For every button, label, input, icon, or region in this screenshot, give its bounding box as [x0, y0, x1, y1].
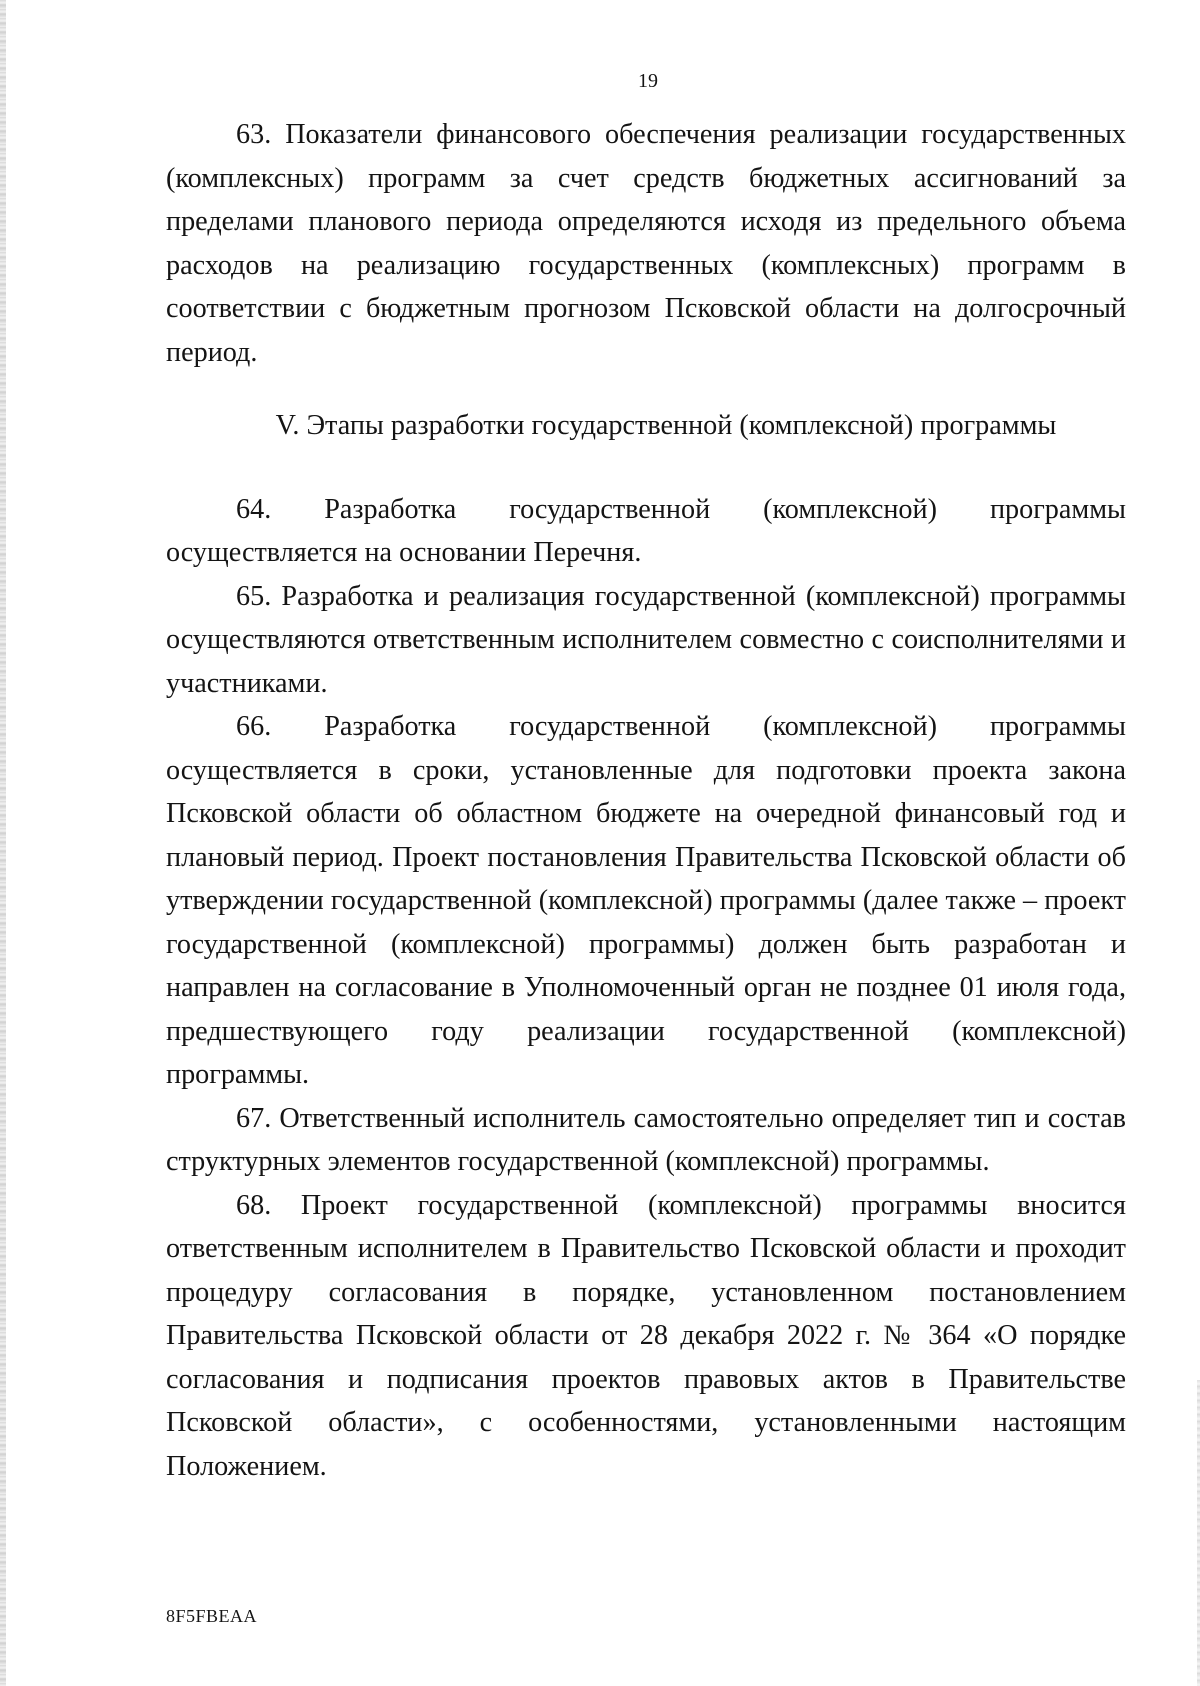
paragraph-63: 63. Показатели финансового обеспечения реализации государственных (комплексных) программ за счет средств бюджетных ассигнований за пределами планового периода определяются исходя из предельного объема расходов на реализацию государственных (комплексных) программ в соответствии с бюджетным прогнозом Псковской области на долгосрочный период. [166, 119, 1126, 368]
scan-edge-left [0, 0, 6, 1686]
document-body [166, 113, 1126, 1488]
paragraph-66: 66. Разработка государственной (комплексной) программы осуществляется в сроки, установленные для подготовки проекта закона Псковской области об областном бюджете на очередной финансовый год и плановый период. Проект постановления Правительства Псковской области об утверждении государственной (комплексной) программы (далее также – проект государственной (комплексной) программы) должен быть разработан и направлен на согласование в Уполномоченный орган не позднее 01 июля года, предшествующего году реализации государственной (комплексной) программы. [166, 711, 1126, 1090]
paragraph-64: 64. Разработка государственной (комплексной) программы осуществляется на основании Перечня. [166, 493, 1126, 568]
paragraph-67: 67. Ответственный исполнитель самостоятельно определяет тип и состав структурных элементов государственной (комплексной) программы. [166, 1102, 1126, 1177]
section-heading: V. Этапы разработки государственной (комплексной) программы [275, 410, 1057, 441]
paragraph-68: 68. Проект государственной (комплексной) программы вносится ответственным исполнителем в Правительство Псковской области и проходит процедуру согласования в порядке, установленном постановлением Правительства Псковской области от 28 декабря 2022 г. № 364 «О порядке согласования и подписания проектов правовых актов в Правительстве Псковской области», с особенностями, установленными настоящим Положением. [166, 1189, 1126, 1482]
page-number: 19 [638, 70, 658, 92]
document-code: 8F5FBEAA [166, 1606, 258, 1626]
paragraph-65: 65. Разработка и реализация государственной (комплексной) программы осуществляются ответственным исполнителем совместно с соисполнителями и участниками. [166, 580, 1126, 699]
